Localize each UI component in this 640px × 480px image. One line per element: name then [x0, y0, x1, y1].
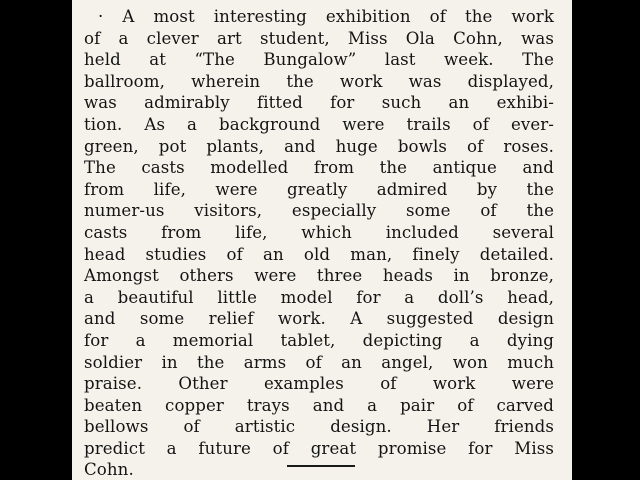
newspaper-clipping — [72, 0, 572, 480]
article-line: held at “The Bungalow” last week. The — [84, 50, 554, 70]
article-line: ballroom, wherein the work was displayed, — [84, 71, 554, 91]
article-line: The casts modelled from the antique and — [84, 158, 554, 178]
article-line: casts from life, which included several — [84, 222, 554, 242]
article-line: soldier in the arms of an angel, won much — [84, 352, 554, 372]
article-line: praise. Other examples of work were — [84, 374, 554, 394]
article-line: numer-us visitors, especially some of the — [84, 201, 554, 221]
article-line: and some relief work. A suggested design — [84, 309, 554, 329]
article-line: Cohn. — [84, 460, 134, 480]
article-line: Amongst others were three heads in bronze, — [84, 266, 554, 286]
article-line: head studies of an old man, finely detailed. — [84, 244, 554, 264]
article-line: was admirably fitted for such an exhibi- — [84, 93, 554, 113]
article-line: beaten copper trays and a pair of carved — [84, 395, 554, 415]
article-line: green, pot plants, and huge bowls of roses. — [84, 136, 554, 156]
article-line: · A most interesting exhibition of the work — [98, 7, 554, 26]
article-line: of a clever art student, Miss Ola Cohn, was — [84, 28, 554, 48]
article-line: predict a future of great promise for Miss — [84, 438, 554, 458]
article-line: bellows of artistic design. Her friends — [84, 417, 554, 437]
article-line: for a memorial tablet, depicting a dying — [84, 330, 554, 350]
article-line: a beautiful little model for a doll’s head, — [84, 287, 554, 307]
article-line: from life, were greatly admired by the — [84, 179, 554, 199]
article-column — [84, 6, 554, 480]
section-divider — [287, 465, 355, 467]
article-line: tion. As a background were trails of ever- — [84, 114, 554, 134]
